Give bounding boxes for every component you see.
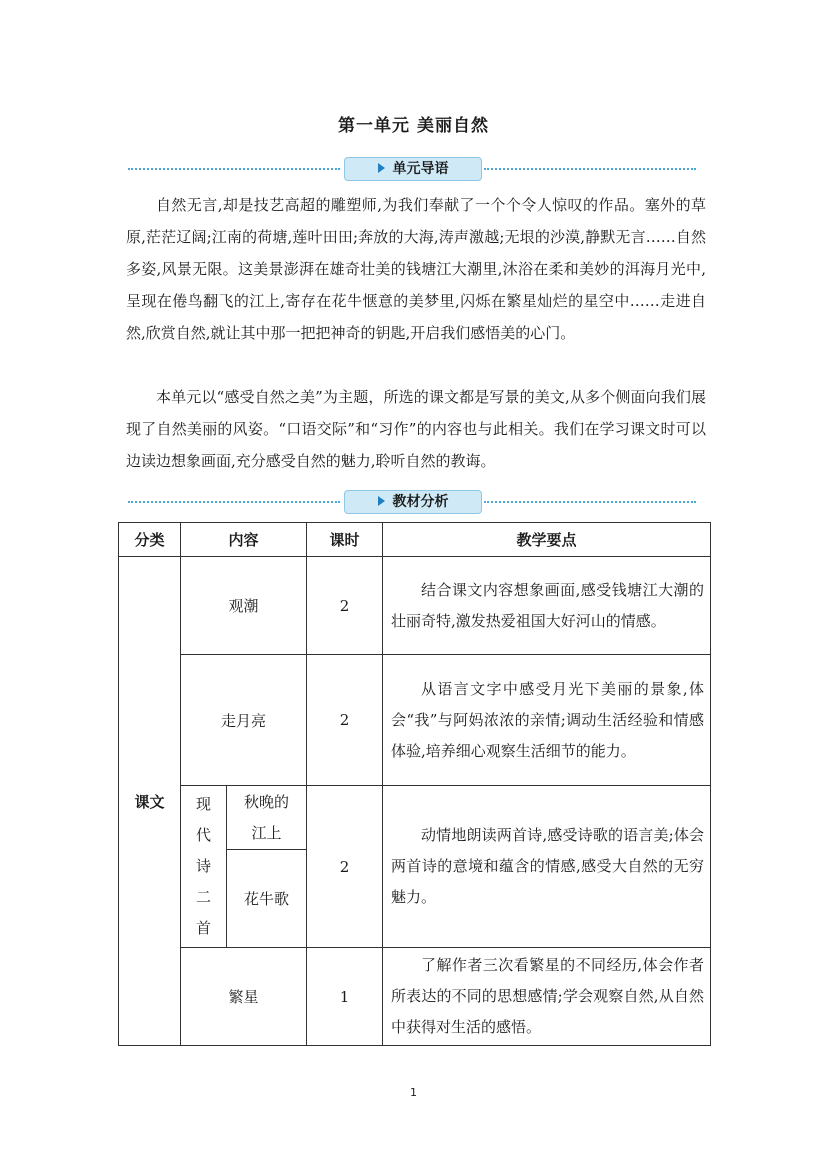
- content-cell: 走月亮: [181, 655, 307, 786]
- hours-cell: 1: [307, 948, 383, 1046]
- poem-title-cell: 秋晚的 江上: [227, 786, 307, 850]
- hours-cell: 2: [307, 655, 383, 786]
- section-label: 单元导语: [344, 157, 482, 181]
- category-cell: 课文: [119, 557, 181, 1046]
- table-row: [119, 786, 711, 850]
- intro-paragraph-1: 自然无言,却是技艺高超的雕塑师,为我们奉献了一个个令人惊叹的作品。塞外的草原,茫茫辽阔;江南的荷塘,莲叶田田;奔放的大海,涛声激越;无垠的沙漠,静默无言……自然多姿,风景无限。这美景澎湃在雄奇壮美的钱塘江大潮里,沐浴在柔和美妙的洱海月光中,呈现在倦鸟翻飞的江上,寄存在花牛惬意的美梦里,闪烁在繁星灿烂的星空中……走进自然,欣赏自然,就让其中那一把把神奇的钥匙,开启我们感悟美的心门。: [126, 196, 706, 342]
- table-row: [119, 948, 711, 1046]
- divider: [128, 501, 340, 503]
- intro-paragraph-2: 本单元以“感受自然之美”为主题，所选的课文都是写景的美文,从多个侧面向我们展现了自然美丽的风姿。“口语交际”和“习作”的内容也与此相关。我们在学习课文时可以边读边想象画面,充分感受自然的魅力,聆听自然的教诲。: [126, 388, 706, 470]
- hours-cell: 2: [307, 786, 383, 948]
- poem-title-cell: 花牛歌: [227, 850, 307, 948]
- points-cell: 从语言文字中感受月光下美丽的景象,体会“我”与阿妈浓浓的亲情;调动生活经验和情感体验,培养细心观察生活细节的能力。: [383, 655, 711, 786]
- section-label: 教材分析: [344, 490, 482, 514]
- arrow-right-icon: [378, 163, 385, 173]
- arrow-right-icon: [378, 496, 385, 506]
- section-header-analysis: [128, 490, 696, 514]
- column-header: 课时: [307, 523, 383, 557]
- section-header-intro: [128, 157, 696, 181]
- table-row: [119, 557, 711, 655]
- points-cell: 结合课文内容想象画面,感受钱塘江大潮的壮丽奇特,激发热爱祖国大好河山的情感。: [383, 557, 711, 655]
- points-cell: 了解作者三次看繁星的不同经历,体会作者所表达的不同的思想感情;学会观察自然,从自然中获得对生活的感悟。: [383, 948, 711, 1046]
- divider: [484, 501, 696, 503]
- column-header: 教学要点: [383, 523, 711, 557]
- points-cell: 动情地朗读两首诗,感受诗歌的语言美;体会两首诗的意境和蕴含的情感,感受大自然的无穷魅力。: [383, 786, 711, 948]
- table-row: [119, 655, 711, 786]
- page-title: 第一单元 美丽自然: [338, 116, 489, 136]
- content-cell: 观潮: [181, 557, 307, 655]
- divider: [484, 168, 696, 170]
- analysis-table: [118, 522, 711, 1046]
- poem-group-cell: 现 代 诗 二 首: [181, 786, 227, 948]
- column-header: 分类: [119, 523, 181, 557]
- page-number: 1: [410, 1086, 417, 1099]
- table-header-row: [119, 523, 711, 557]
- content-cell: 繁星: [181, 948, 307, 1046]
- divider: [128, 168, 340, 170]
- column-header: 内容: [181, 523, 307, 557]
- hours-cell: 2: [307, 557, 383, 655]
